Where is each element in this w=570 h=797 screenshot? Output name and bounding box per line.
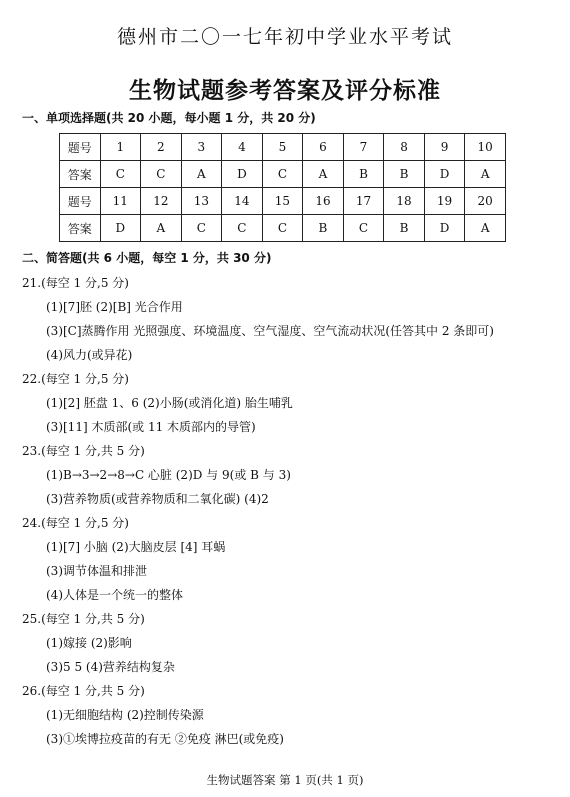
- answer-line-21-3: (4)风力(或异花): [46, 348, 133, 362]
- question-23-header: 23.(每空 1 分,共 5 分): [22, 444, 145, 458]
- answer-line-26-1: (1)无细胞结构 (2)控制传染源: [46, 708, 204, 722]
- table-row: [60, 161, 506, 188]
- table-row-header-cell: 题号: [60, 188, 101, 215]
- table-cell: 2: [141, 134, 182, 161]
- table-row-header-cell: 答案: [60, 215, 101, 242]
- answer-line-21-1: (1)[7]胚 (2)[B] 光合作用: [46, 300, 183, 314]
- table-cell: A: [303, 161, 344, 188]
- table-cell: C: [100, 161, 141, 188]
- answer-line-25-1: (1)嫁接 (2)影响: [46, 636, 132, 650]
- table-cell: D: [222, 161, 263, 188]
- document-title: 生物试题参考答案及评分标准: [129, 78, 441, 104]
- table-cell: D: [424, 215, 465, 242]
- answer-line-21-2: (3)[C]蒸腾作用 光照强度、环境温度、空气湿度、空气流动状况(任答其中 2 条即可): [46, 324, 494, 338]
- table-cell: C: [222, 215, 263, 242]
- table-cell: 9: [424, 134, 465, 161]
- question-25-header: 25.(每空 1 分,共 5 分): [22, 612, 145, 626]
- answer-line-22-1: (1)[2] 胚盘 1、6 (2)小肠(或消化道) 胎生哺乳: [46, 396, 293, 410]
- table-cell: D: [424, 161, 465, 188]
- table-cell: 7: [343, 134, 384, 161]
- answer-line-24-3: (4)人体是一个统一的整体: [46, 588, 183, 602]
- table-cell: 3: [181, 134, 222, 161]
- table-row: [60, 215, 506, 242]
- table-cell: A: [465, 215, 506, 242]
- answer-table: [59, 133, 506, 242]
- page-footer: 生物试题答案 第 1 页(共 1 页): [206, 773, 364, 787]
- table-cell: 4: [222, 134, 263, 161]
- question-21-header: 21.(每空 1 分,5 分): [22, 276, 129, 290]
- table-cell: 6: [303, 134, 344, 161]
- answer-line-26-2: (3)①埃博拉疫苗的有无 ②免疫 淋巴(或免疫): [46, 732, 284, 746]
- table-row: [60, 134, 506, 161]
- table-cell: 18: [384, 188, 425, 215]
- table-row: [60, 188, 506, 215]
- table-cell: 8: [384, 134, 425, 161]
- answer-line-23-2: (3)营养物质(或营养物质和二氧化碳) (4)2: [46, 492, 269, 506]
- table-cell: 19: [424, 188, 465, 215]
- answer-line-24-2: (3)调节体温和排泄: [46, 564, 147, 578]
- exam-name: 德州市二〇一七年初中学业水平考试: [116, 26, 453, 48]
- table-cell: 15: [262, 188, 303, 215]
- table-cell: C: [181, 215, 222, 242]
- table-cell: D: [100, 215, 141, 242]
- table-row-header-cell: 题号: [60, 134, 101, 161]
- table-cell: B: [384, 161, 425, 188]
- table-cell: B: [343, 161, 384, 188]
- table-cell: 12: [141, 188, 182, 215]
- table-cell: 16: [303, 188, 344, 215]
- table-cell: C: [262, 161, 303, 188]
- table-cell: B: [384, 215, 425, 242]
- table-cell: 14: [222, 188, 263, 215]
- table-cell: C: [141, 161, 182, 188]
- table-cell: 20: [465, 188, 506, 215]
- table-cell: 1: [100, 134, 141, 161]
- table-cell: B: [303, 215, 344, 242]
- table-cell: C: [262, 215, 303, 242]
- table-cell: A: [465, 161, 506, 188]
- table-cell: 17: [343, 188, 384, 215]
- question-22-header: 22.(每空 1 分,5 分): [22, 372, 129, 386]
- table-cell: 13: [181, 188, 222, 215]
- table-row-header-cell: 答案: [60, 161, 101, 188]
- question-26-header: 26.(每空 1 分,共 5 分): [22, 684, 145, 698]
- answer-line-23-1: (1)B→3→2→8→C 心脏 (2)D 与 9(或 B 与 3): [46, 468, 291, 482]
- section-heading-multiple-choice: 一、单项选择题(共 20 小题，每小题 1 分，共 20 分): [22, 111, 316, 125]
- answer-line-22-2: (3)[11] 木质部(或 11 木质部内的导管): [46, 420, 256, 434]
- table-cell: 5: [262, 134, 303, 161]
- table-cell: 10: [465, 134, 506, 161]
- table-cell: A: [181, 161, 222, 188]
- table-cell: 11: [100, 188, 141, 215]
- answer-line-24-1: (1)[7] 小脑 (2)大脑皮层 [4] 耳蜗: [46, 540, 226, 554]
- section-heading-short-answer: 二、简答题(共 6 小题，每空 1 分，共 30 分): [22, 251, 272, 265]
- question-24-header: 24.(每空 1 分,5 分): [22, 516, 129, 530]
- table-cell: C: [343, 215, 384, 242]
- table-cell: A: [141, 215, 182, 242]
- answer-line-25-2: (3)5 5 (4)营养结构复杂: [46, 660, 175, 674]
